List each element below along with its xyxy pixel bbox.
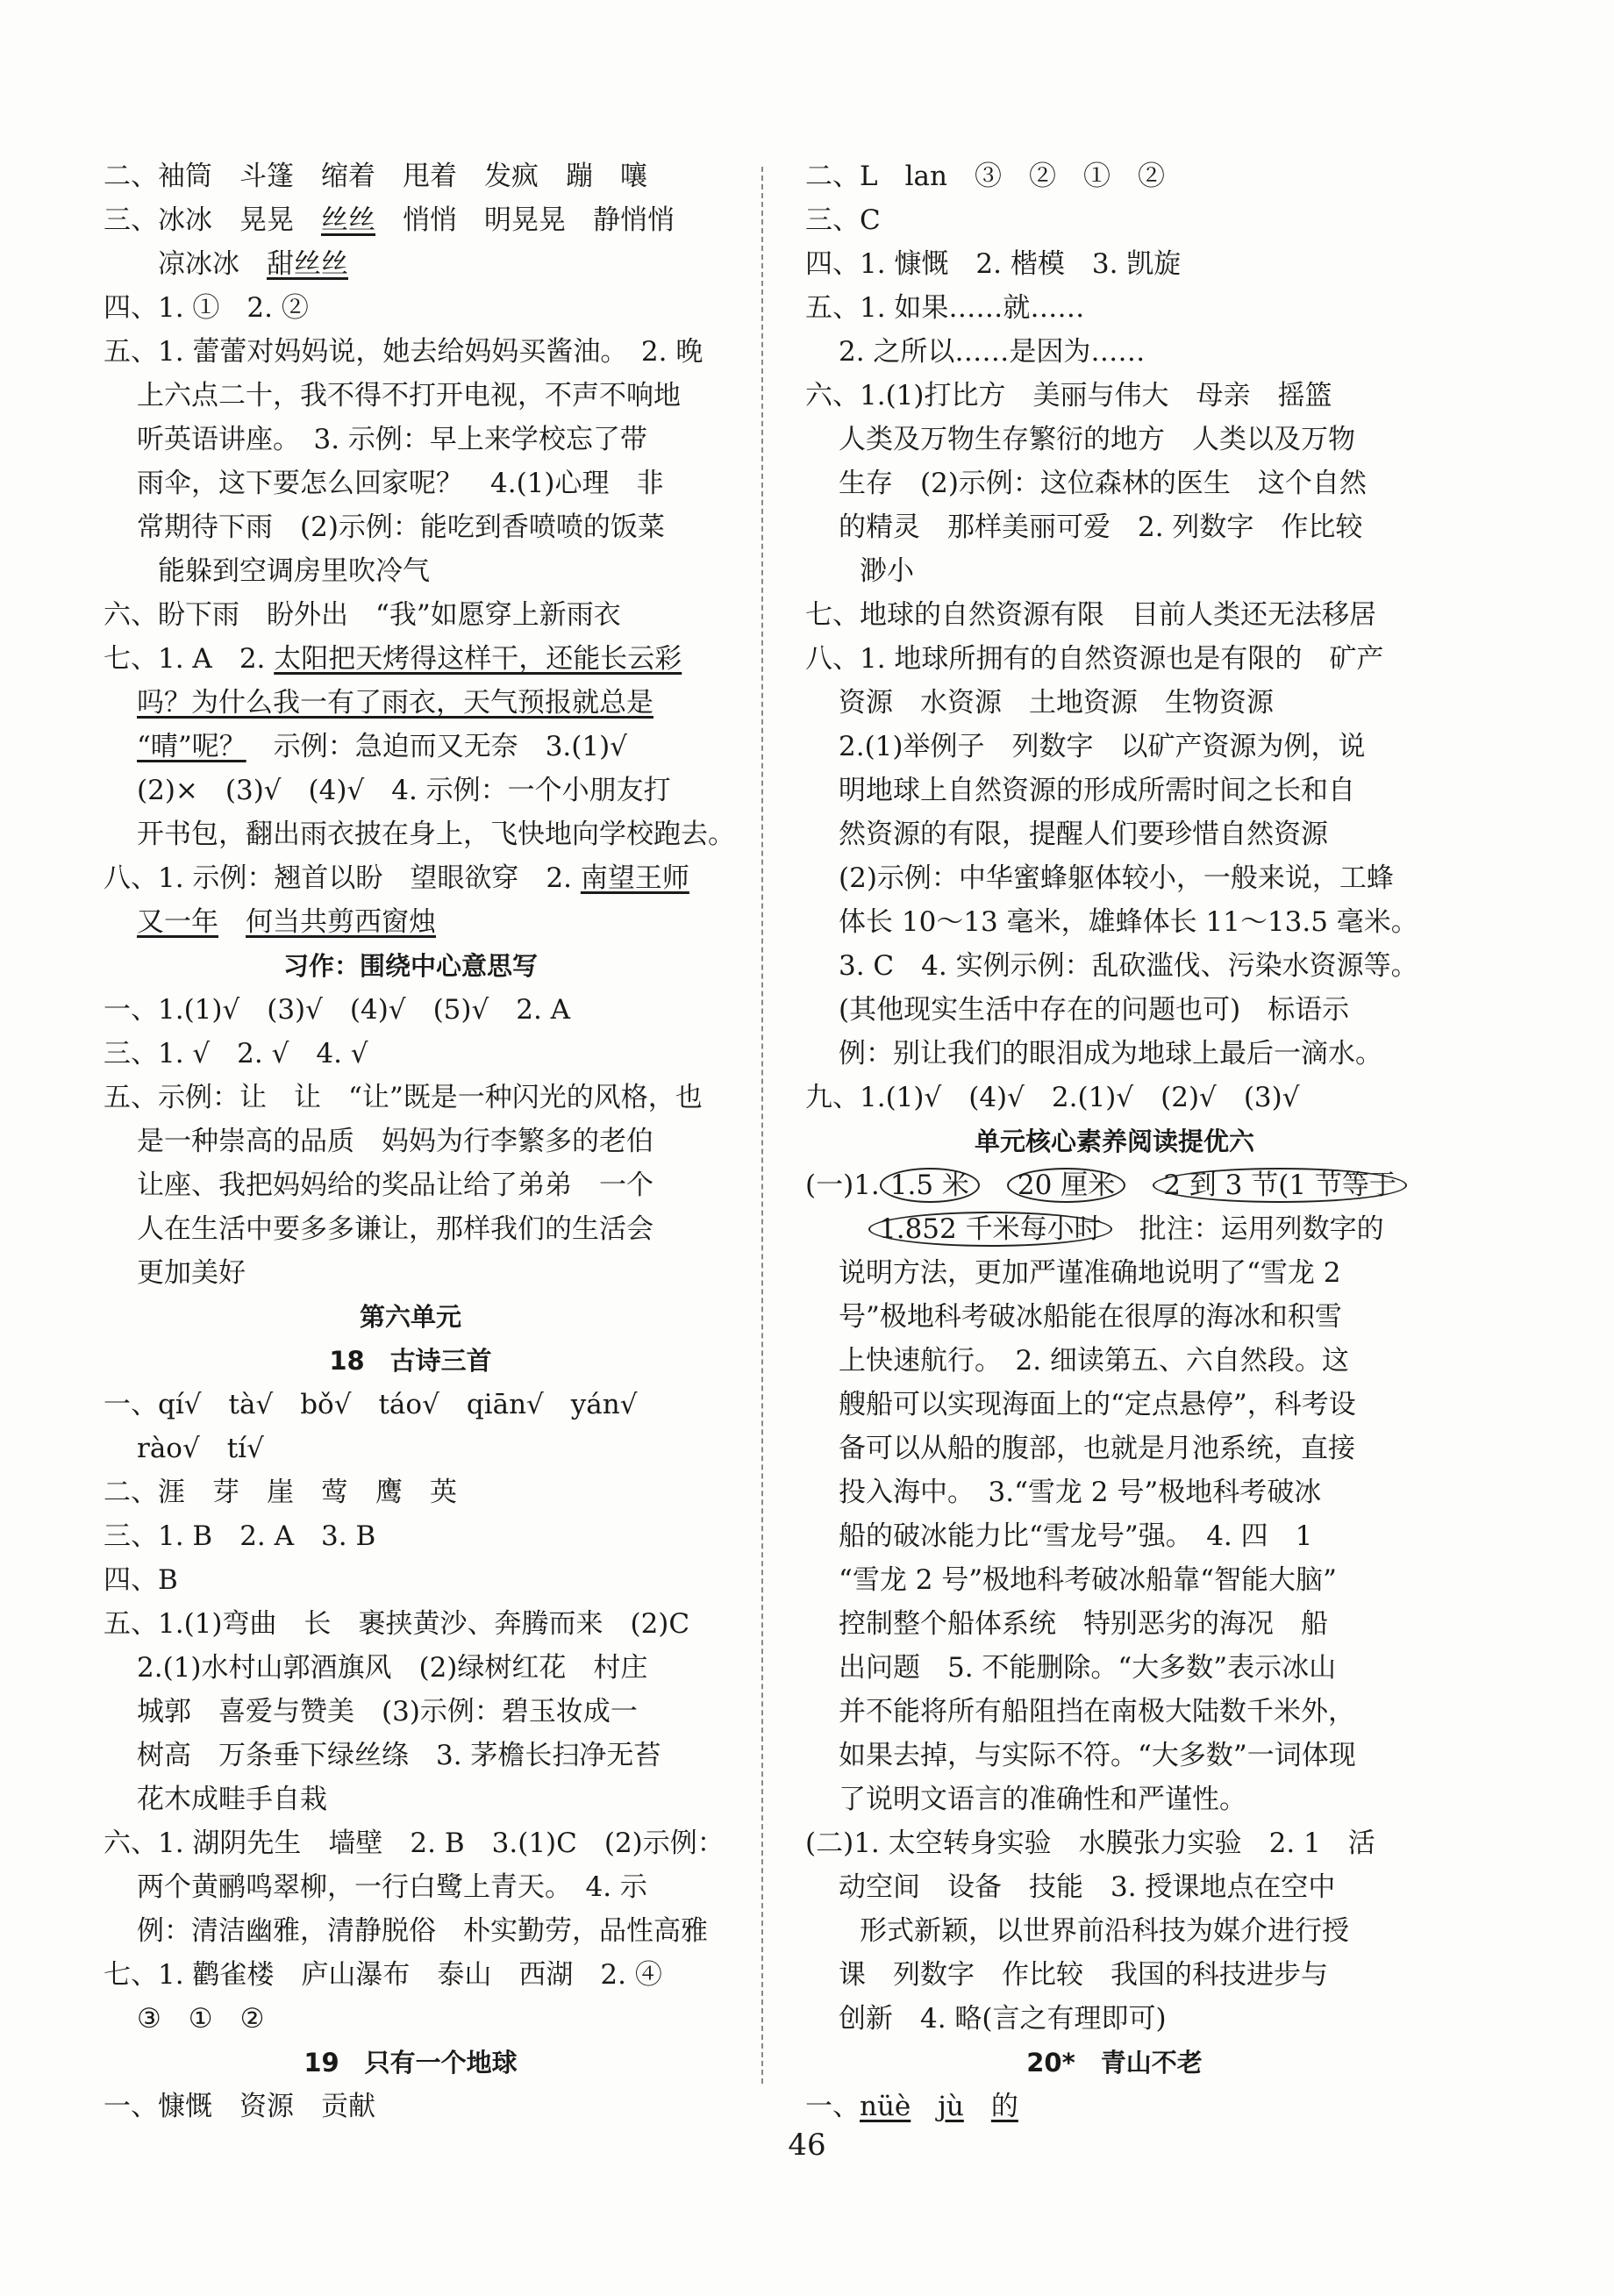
answer-line: 出问题 5. 不能删除。“大多数”表示冰山 xyxy=(839,1652,1337,1684)
item-label: (一)1. xyxy=(805,1169,880,1201)
underlined-text: 南望王师 xyxy=(580,862,689,894)
underlined-text: 何当共剪西窗烛 xyxy=(246,906,436,938)
answer-line: 2.(1)水村山郭酒旗风 (2)绿树红花 村庄 xyxy=(137,1652,648,1684)
answer-line: 是一种崇高的品质 妈妈为行李繁多的老伯 xyxy=(137,1126,653,1157)
answer-line xyxy=(104,681,718,725)
answer-line: 二、L lan ③ ② ① ② xyxy=(805,161,1165,192)
answer-line: (其他现实生活中存在的问题也可) 标语示 xyxy=(839,994,1350,1026)
answer-line: 了说明文语言的准确性和严谨性。 xyxy=(839,1784,1246,1815)
answer-line: 四、1. 慷慨 2. 楷模 3. 凯旋 xyxy=(805,248,1182,280)
answer-line: 听英语讲座。 3. 示例：早上来学校忘了带 xyxy=(137,424,647,455)
answer-line: “雪龙 2 号”极地科考破冰船靠“智能大脑” xyxy=(839,1564,1337,1596)
answer-line: rào√ tí√ xyxy=(137,1433,264,1464)
answer-line: 资源 水资源 土地资源 生物资源 xyxy=(839,687,1274,719)
underlined-text: 吗？为什么我一有了雨衣，天气预报就总是 xyxy=(137,687,653,719)
answer-line: 一、nüè jù 的 xyxy=(805,2091,1018,2122)
underlined-text: nüè xyxy=(860,2091,911,2122)
page-number: 46 xyxy=(788,2128,826,2163)
answer-line: 三、1. B 2. A 3. B xyxy=(104,1520,376,1552)
answer-line: 七、1. A 2. 太阳把天烤得这样干，还能长云彩 xyxy=(104,643,682,675)
section-heading: 单元核心素养阅读提优六 xyxy=(974,1127,1254,1156)
answer-line: 的精灵 那样美丽可爱 2. 列数字 作比较 xyxy=(839,511,1363,543)
answer-line: 六、1.(1)打比方 美丽与伟大 母亲 摇篮 xyxy=(805,380,1332,411)
answer-line: 二、涯 芽 崖 莺 鹰 英 xyxy=(104,1477,457,1508)
answer-line: 五、示例：让 让 “让”既是一种闪光的风格，也 xyxy=(104,1082,703,1113)
answer-line: 八、1. 地球所拥有的自然资源也是有限的 矿产 xyxy=(805,643,1384,675)
answer-line: “晴”呢？ 示例：急迫而又无奈 3.(1)√ xyxy=(137,731,627,762)
answer-line: 六、盼下雨 盼外出 “我”如愿穿上新雨衣 xyxy=(104,599,621,631)
answer-line: 如果去掉，与实际不符。“大多数”一词体现 xyxy=(839,1740,1356,1771)
circled-answer: 2 到 3 节(1 节等于 xyxy=(1153,1168,1407,1203)
underlined-text: 丝丝 xyxy=(321,204,375,236)
answer-line: 3. C 4. 实例示例：乱砍滥伐、污染水资源等。 xyxy=(839,950,1418,982)
answer-line: 五、1. 如果……就…… xyxy=(805,292,1085,324)
answer-line: 上快速航行。 2. 细读第五、六自然段。这 xyxy=(839,1345,1349,1377)
lesson-heading: 19 只有一个地球 xyxy=(304,2048,518,2078)
answer-line: 五、1.(1)弯曲 长 裹挟黄沙、奔腾而来 (2)C xyxy=(104,1608,690,1640)
answer-line: 明地球上自然资源的形成所需时间之长和自 xyxy=(839,775,1355,806)
underlined-text: 甜丝丝 xyxy=(267,248,348,280)
answer-line: 两个黄鹂鸣翠柳，一行白鹭上青天。 4. 示 xyxy=(137,1871,647,1903)
underlined-text: “晴”呢？ xyxy=(137,731,246,762)
answer-line: 说明方法，更加严谨准确地说明了“雪龙 2 xyxy=(839,1257,1341,1289)
answer-line: 号”极地科考破冰船能在很厚的海冰和积雪 xyxy=(839,1301,1342,1333)
lesson-heading: 20* 青山不老 xyxy=(1026,2048,1203,2078)
answer-line: 船的破冰能力比“雪龙号”强。 4. 四 1 xyxy=(839,1520,1313,1552)
answer-line: (二)1. 太空转身实验 水膜张力实验 2. 1 活 xyxy=(805,1828,1375,1859)
underlined-text: 太阳把天烤得这样干，还能长云彩 xyxy=(274,643,682,675)
answer-line: 渺小 xyxy=(860,555,914,587)
answer-line: 能躲到空调房里吹冷气 xyxy=(158,555,430,587)
answer-line: 例：别让我们的眼泪成为地球上最后一滴水。 xyxy=(839,1038,1382,1069)
answer-line: 更加美好 xyxy=(137,1257,246,1289)
answer-line: 五、1. 蕾蕾对妈妈说，她去给妈妈买酱油。 2. 晚 xyxy=(104,336,703,368)
answer-line: (2)示例：中华蜜蜂躯体较小，一般来说，工蜂 xyxy=(839,862,1394,894)
right-column xyxy=(805,154,1424,2128)
annotation-text: 批注：运用列数字的 xyxy=(1111,1213,1384,1245)
answer-line: 七、地球的自然资源有限 目前人类还无法移居 xyxy=(805,599,1376,631)
answer-line: 九、1.(1)√ (4)√ 2.(1)√ (2)√ (3)√ xyxy=(805,1082,1300,1113)
answer-line: 八、1. 示例：翘首以盼 望眼欲穿 2. 南望王师 xyxy=(104,862,689,894)
answer-line: 投入海中。 3.“雪龙 2 号”极地科考破冰 xyxy=(839,1477,1322,1508)
section-heading: 习作：围绕中心意思写 xyxy=(282,951,538,981)
answer-line xyxy=(104,900,718,944)
answer-line: 体长 10～13 毫米，雄蜂体长 11～13.5 毫米。 xyxy=(839,906,1418,938)
answer-line: 凉冰冰 甜丝丝 xyxy=(158,248,348,280)
answer-line: 四、1. ① 2. ② xyxy=(104,292,309,324)
answer-line: 雨伞，这下要怎么回家呢？ 4.(1)心理 非 xyxy=(137,468,664,499)
answer-line: 人类及万物生存繁衍的地方 人类以及万物 xyxy=(839,424,1355,455)
answer-line: 然资源的有限，提醒人们要珍惜自然资源 xyxy=(839,819,1328,850)
circled-answer: 1.852 千米每小时 xyxy=(868,1212,1112,1247)
answer-line: 开书包，翻出雨衣披在身上，飞快地向学校跑去。 xyxy=(137,819,735,850)
answer-line: 并不能将所有船阻挡在南极大陆数千米外， xyxy=(839,1696,1355,1727)
left-column xyxy=(104,154,735,2128)
answer-line: 三、1. √ 2. √ 4. √ xyxy=(104,1038,368,1069)
circled-answer: 1.5 米 xyxy=(880,1168,980,1203)
answer-line: 六、1. 湖阴先生 墙壁 2. B 3.(1)C (2)示例： xyxy=(104,1828,725,1859)
circled-answer: 20 厘米 xyxy=(1007,1168,1125,1203)
answer-line: 2.(1)举例子 列数字 以矿产资源为例，说 xyxy=(839,731,1366,762)
answer-line: 城郭 喜爱与赞美 (3)示例：碧玉妆成一 xyxy=(137,1696,638,1727)
answer-line: 一、慷慨 资源 贡献 xyxy=(104,2091,375,2122)
answer-line: (2)× (3)√ (4)√ 4. 示例：一个小朋友打 xyxy=(137,775,671,806)
answer-line: 人在生活中要多多谦让，那样我们的生活会 xyxy=(137,1213,653,1245)
underlined-text: 又一年 xyxy=(137,906,218,938)
answer-line: 2. 之所以……是因为…… xyxy=(839,336,1146,368)
answer-line xyxy=(805,1207,1424,1251)
answer-line: 一、qí√ tà√ bǒ√ táo√ qiān√ yán√ xyxy=(104,1389,638,1420)
answer-line: 树高 万条垂下绿丝绦 3. 茅檐长扫净无苔 xyxy=(137,1740,661,1771)
answer-line: 七、1. 鹳雀楼 庐山瀑布 泰山 西湖 2. ④ xyxy=(104,1959,662,1991)
answer-line: 例：清洁幽雅，清静脱俗 朴实勤劳，品性高雅 xyxy=(137,1915,708,1947)
answer-line: 三、冰冰 晃晃 丝丝 悄悄 明晃晃 静悄悄 xyxy=(104,204,675,236)
answer-line: 上六点二十，我不得不打开电视，不声不响地 xyxy=(137,380,681,411)
answer-line: 形式新颖，以世界前沿科技为媒介进行授 xyxy=(860,1915,1349,1947)
answer-line: 花木成畦手自栽 xyxy=(137,1784,327,1815)
answer-line: 二、袖筒 斗篷 缩着 甩着 发疯 蹦 嚷 xyxy=(104,161,647,192)
unit-heading: 第六单元 xyxy=(359,1302,461,1332)
answer-line: 动空间 设备 技能 3. 授课地点在空中 xyxy=(839,1871,1336,1903)
underlined-text: 的 xyxy=(990,2091,1018,2122)
answer-line: 课 列数字 作比较 我国的科技进步与 xyxy=(839,1959,1328,1991)
answer-line: 备可以从船的腹部，也就是月池系统，直接 xyxy=(839,1433,1355,1464)
underlined-text: jù xyxy=(938,2091,964,2122)
answer-line: 让座、我把妈妈给的奖品让给了弟弟 一个 xyxy=(137,1169,653,1201)
answer-line: 控制整个船体系统 特别恶劣的海况 船 xyxy=(839,1608,1328,1640)
lesson-heading: 18 古诗三首 xyxy=(329,1346,492,1376)
answer-line: 四、B xyxy=(104,1564,178,1596)
answer-line: ③ ① ② xyxy=(137,2003,265,2035)
answer-line: 创新 4. 略(言之有理即可) xyxy=(839,2003,1167,2035)
column-divider xyxy=(761,167,763,2084)
answer-line: 常期待下雨 (2)示例：能吃到香喷喷的饭菜 xyxy=(137,511,665,543)
answer-line xyxy=(805,1163,1424,1207)
answer-line: 一、1.(1)√ (3)√ (4)√ (5)√ 2. A xyxy=(104,994,571,1026)
answer-line: 生存 (2)示例：这位森林的医生 这个自然 xyxy=(839,468,1367,499)
answer-line: 三、C xyxy=(805,204,881,236)
answer-line: 艘船可以实现海面上的“定点悬停”，科考设 xyxy=(839,1389,1356,1420)
